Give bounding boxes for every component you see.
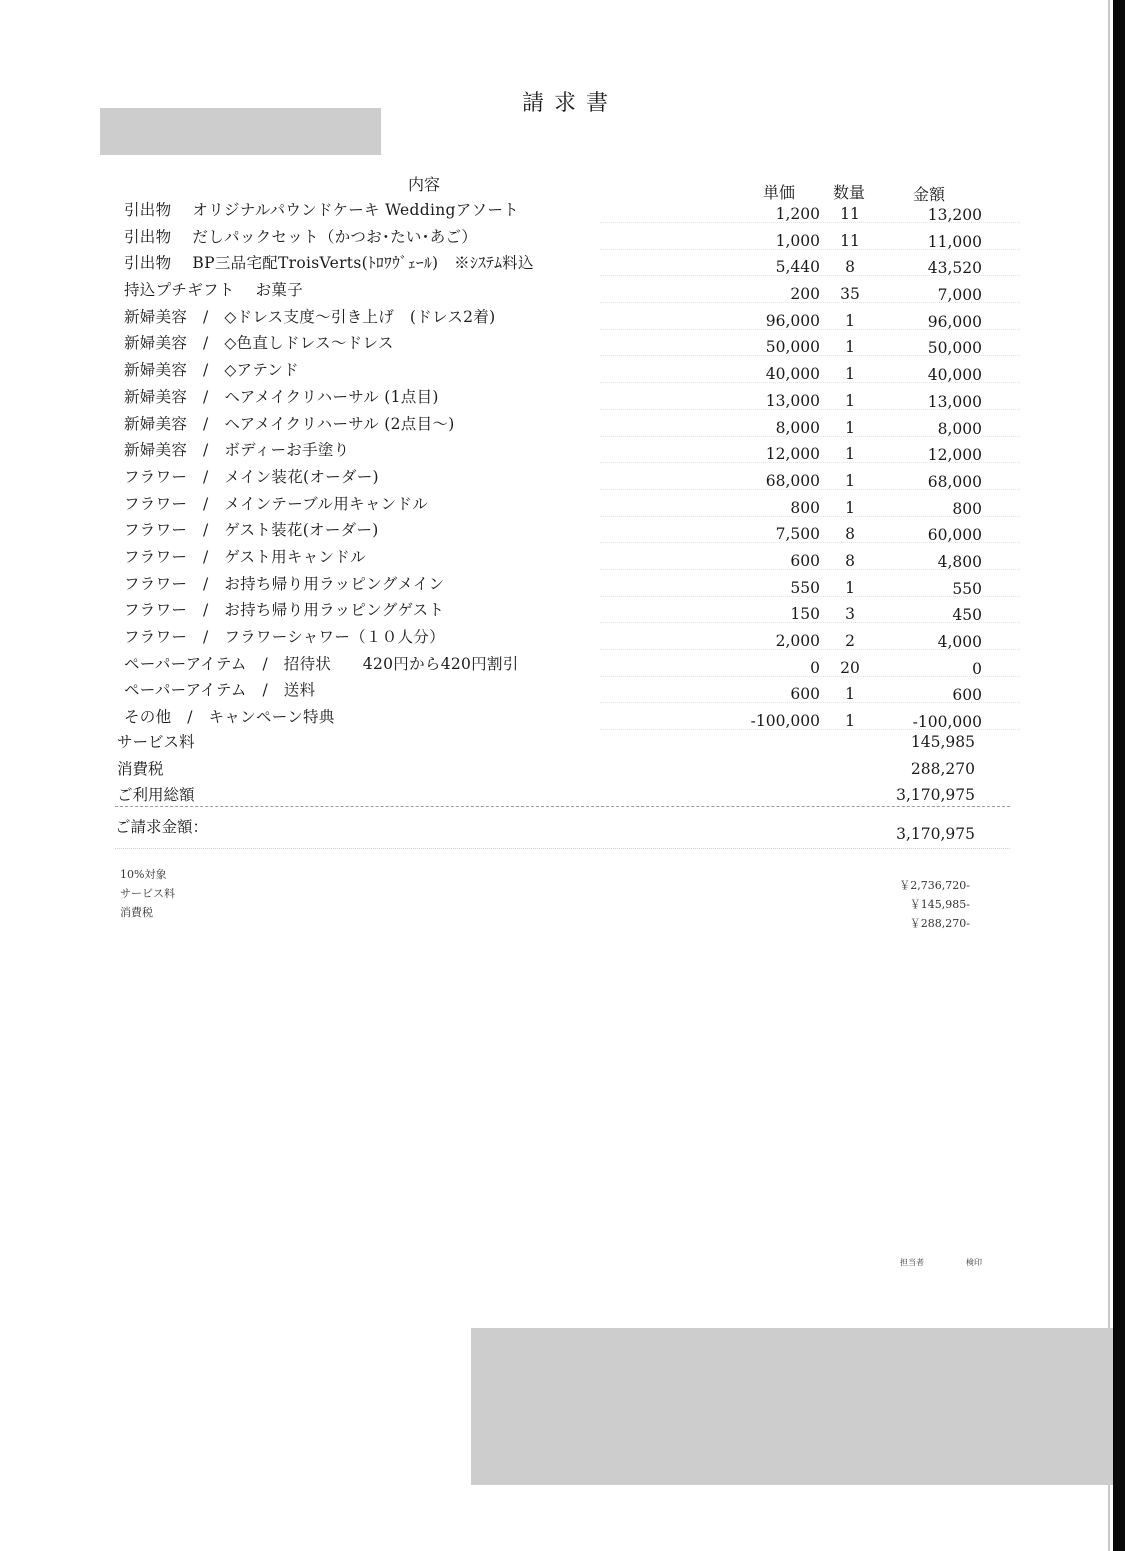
line-items — [0, 198, 1100, 732]
item-quantity: 1 — [845, 685, 855, 704]
item-description: 新婦美容 / ボディーお手塗り — [124, 441, 350, 460]
item-unit-price: 40,000 — [765, 365, 820, 384]
table-row — [0, 198, 1100, 225]
row-guide-dots — [600, 542, 1020, 543]
item-unit-price: 12,000 — [765, 445, 820, 464]
item-amount: 68,000 — [927, 472, 982, 491]
item-description: フラワー / メインテーブル用キャンドル — [124, 494, 429, 513]
item-quantity: 1 — [845, 498, 855, 517]
header-amount: 金額 — [913, 185, 946, 204]
tax-service-value: ￥145,985- — [909, 898, 970, 911]
divider-dotted — [115, 848, 1010, 849]
item-amount: 450 — [952, 606, 982, 625]
row-guide-dots — [600, 222, 1020, 223]
table-row — [0, 465, 1100, 492]
item-amount: 600 — [952, 686, 982, 705]
item-description: フラワー / ゲスト用キャンドル — [124, 547, 366, 566]
item-quantity: 8 — [845, 551, 855, 570]
row-guide-dots — [600, 702, 1020, 703]
divider — [115, 806, 1010, 807]
item-amount: 550 — [952, 579, 982, 598]
table-row — [0, 705, 1100, 732]
table-row — [0, 652, 1100, 679]
row-guide-dots — [600, 355, 1020, 356]
item-description: 引出物 だしパックセット（かつお･たい･あご） — [124, 227, 478, 246]
row-guide-dots — [600, 249, 1020, 250]
item-unit-price: 96,000 — [765, 311, 820, 330]
stamp-person-in-charge: 担当者 — [900, 1258, 924, 1267]
table-row — [0, 385, 1100, 412]
item-description: 持込プチギフト お菓子 — [124, 281, 304, 300]
item-amount: 13,200 — [927, 206, 982, 224]
item-quantity: 1 — [845, 365, 855, 384]
row-guide-dots — [600, 436, 1020, 437]
item-quantity: 1 — [845, 391, 855, 410]
item-unit-price: 600 — [790, 685, 820, 704]
item-amount: 40,000 — [927, 366, 982, 385]
header-description: 内容 — [408, 175, 441, 194]
table-row — [0, 358, 1100, 385]
item-description: フラワー / ゲスト装花(オーダー) — [124, 521, 379, 540]
stamp-approval: 検印 — [966, 1258, 982, 1267]
billed-amount-row — [0, 815, 1100, 841]
redaction-box-bottom — [471, 1328, 1113, 1485]
item-description: その他 / キャンペーン特典 — [124, 708, 335, 727]
table-row — [0, 331, 1100, 358]
item-quantity: 1 — [845, 311, 855, 330]
header-unit-price: 単価 — [763, 183, 796, 202]
item-quantity: 1 — [845, 578, 855, 597]
item-quantity: 11 — [840, 205, 860, 223]
item-amount: 7,000 — [937, 286, 982, 305]
item-description: 新婦美容 / ◇ドレス支度～引き上げ (ドレス2着) — [124, 307, 496, 326]
item-quantity: 8 — [845, 258, 855, 277]
item-amount: 0 — [972, 659, 982, 678]
service-charge-value: 145,985 — [910, 733, 975, 751]
tax-service-label: サービス料 — [120, 887, 175, 900]
table-row — [0, 412, 1100, 439]
item-amount: 4,000 — [937, 633, 982, 651]
item-description: ペーパーアイテム / 送料 — [124, 681, 316, 700]
item-quantity: 11 — [840, 231, 860, 250]
item-unit-price: -100,000 — [750, 712, 820, 731]
billed-amount-value: 3,170,975 — [896, 825, 975, 843]
row-guide-dots — [600, 329, 1020, 330]
item-amount: 4,800 — [937, 552, 982, 571]
row-guide-dots — [600, 489, 1020, 490]
item-description: ペーパーアイテム / 招待状 420円から420円割引 — [124, 654, 519, 673]
item-unit-price: 68,000 — [765, 471, 820, 490]
item-description: フラワー / フラワーシャワー（１０人分） — [124, 628, 445, 646]
table-row — [0, 545, 1100, 572]
item-amount: 43,520 — [927, 259, 982, 278]
table-row — [0, 225, 1100, 252]
item-unit-price: 7,500 — [775, 525, 820, 544]
item-amount: 11,000 — [927, 232, 982, 251]
item-amount: 96,000 — [927, 312, 982, 331]
table-row — [0, 518, 1100, 545]
service-charge-row — [0, 730, 1100, 756]
item-unit-price: 8,000 — [775, 418, 820, 437]
item-unit-price: 2,000 — [775, 632, 820, 650]
service-charge-label: サービス料 — [117, 733, 195, 751]
table-row — [0, 438, 1100, 465]
item-quantity: 1 — [845, 338, 855, 357]
total-usage-label: ご利用総額 — [117, 786, 195, 804]
item-amount: -100,000 — [912, 713, 982, 732]
item-description: 新婦美容 / ヘアメイクリハーサル (1点目) — [124, 387, 439, 406]
scan-edge — [1113, 0, 1125, 1551]
tax-10pct-value: ￥2,736,720- — [899, 879, 970, 892]
consumption-tax-value: 288,270 — [910, 760, 975, 778]
tax-consumption-label: 消費税 — [120, 906, 153, 919]
row-guide-dots — [600, 622, 1020, 623]
row-guide-dots — [600, 462, 1020, 463]
consumption-tax-row — [0, 757, 1100, 783]
item-amount: 13,000 — [927, 392, 982, 411]
table-row — [0, 278, 1100, 305]
item-unit-price: 600 — [790, 551, 820, 570]
row-guide-dots — [600, 569, 1020, 570]
page-title: 請求書 — [521, 91, 618, 116]
billed-amount-label: ご請求金額： — [115, 818, 209, 836]
consumption-tax-label: 消費税 — [117, 760, 164, 778]
item-unit-price: 550 — [790, 578, 820, 597]
item-quantity: 1 — [845, 471, 855, 490]
item-amount: 60,000 — [927, 526, 982, 545]
row-guide-dots — [600, 275, 1020, 276]
item-description: 新婦美容 / ◇色直しドレス～ドレス — [124, 334, 394, 353]
item-amount: 50,000 — [927, 339, 982, 358]
item-quantity: 35 — [840, 285, 860, 304]
item-quantity: 1 — [845, 712, 855, 731]
item-quantity: 1 — [845, 418, 855, 437]
row-guide-dots — [600, 302, 1020, 303]
table-row — [0, 492, 1100, 519]
item-quantity: 8 — [845, 525, 855, 544]
item-unit-price: 13,000 — [765, 391, 820, 410]
item-unit-price: 0 — [810, 658, 820, 677]
item-quantity: 3 — [845, 605, 855, 624]
row-guide-dots — [600, 676, 1020, 677]
item-unit-price: 50,000 — [765, 338, 820, 357]
row-guide-dots — [600, 382, 1020, 383]
table-row — [0, 305, 1100, 332]
tax-10pct-label: 10%対象 — [120, 868, 167, 881]
item-amount: 8,000 — [937, 419, 982, 438]
row-guide-dots — [600, 516, 1020, 517]
item-amount: 12,000 — [927, 446, 982, 465]
table-row — [0, 678, 1100, 705]
item-unit-price: 5,440 — [775, 258, 820, 277]
item-description: フラワー / お持ち帰り用ラッピングゲスト — [124, 601, 445, 620]
redaction-box-top — [100, 108, 381, 155]
item-description: 新婦美容 / ヘアメイクリハーサル (2点目～) — [124, 414, 455, 433]
row-guide-dots — [600, 409, 1020, 410]
tax-consumption-value: ￥288,270- — [909, 917, 970, 930]
item-description: フラワー / メイン装花(オーダー) — [124, 467, 379, 486]
item-quantity: 1 — [845, 445, 855, 464]
item-quantity: 2 — [845, 632, 855, 650]
item-unit-price: 800 — [790, 498, 820, 517]
item-quantity: 20 — [840, 658, 860, 677]
table-row — [0, 251, 1100, 278]
table-row — [0, 572, 1100, 599]
item-unit-price: 1,000 — [775, 231, 820, 250]
item-unit-price: 200 — [790, 285, 820, 304]
row-guide-dots — [600, 649, 1020, 650]
item-description: 引出物 オリジナルパウンドケーキ Weddingアソート — [124, 201, 519, 219]
total-usage-value: 3,170,975 — [896, 786, 975, 804]
item-description: 新婦美容 / ◇アテンド — [124, 361, 299, 380]
item-amount: 800 — [952, 499, 982, 518]
row-guide-dots — [600, 596, 1020, 597]
header-quantity: 数量 — [833, 183, 866, 202]
table-row — [0, 598, 1100, 625]
item-description: フラワー / お持ち帰り用ラッピングメイン — [124, 574, 445, 593]
item-unit-price: 1,200 — [775, 205, 820, 223]
scan-edge-line — [1108, 0, 1110, 1551]
item-unit-price: 150 — [790, 605, 820, 624]
item-description: 引出物 BP三品宅配TroisVerts(ﾄﾛﾜｳﾞｪｰﾙ) ※ｼｽﾃﾑ料込 — [124, 254, 534, 273]
table-row — [0, 625, 1100, 652]
